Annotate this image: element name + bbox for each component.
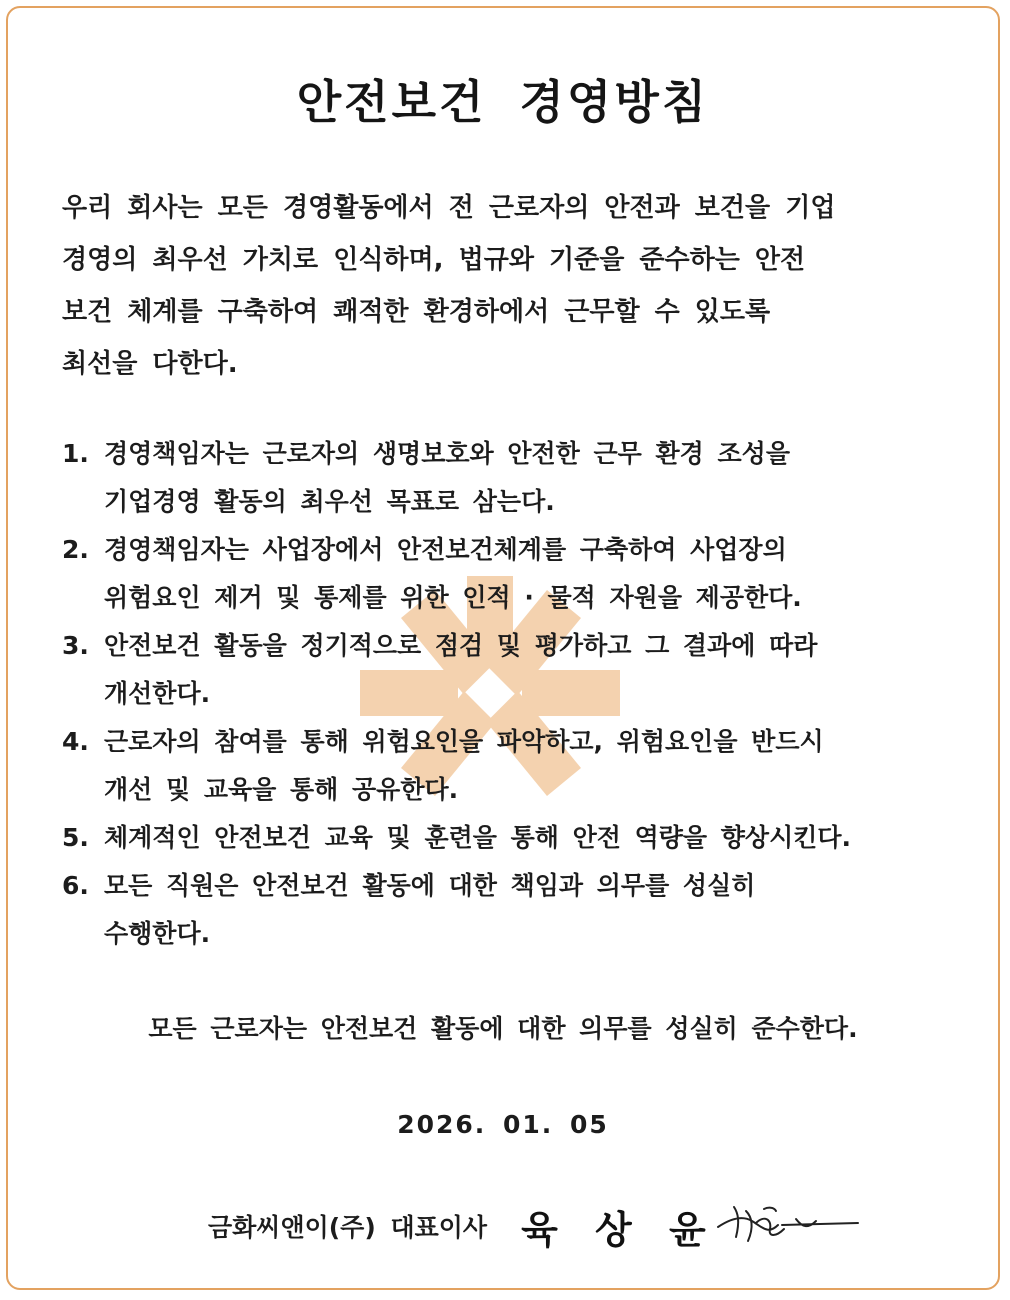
policy-line: 개선한다. xyxy=(104,679,211,708)
intro-line: 경영의 최우선 가치로 인식하며, 법규와 기준을 준수하는 안전 xyxy=(62,245,806,275)
policy-line xyxy=(62,430,952,478)
policy-list xyxy=(62,430,952,958)
policy-text: 경영책임자는 근로자의 생명보호와 안전한 근무 환경 조성을 xyxy=(104,439,790,468)
policy-text: 체계적인 안전보건 교육 및 훈련을 통해 안전 역량을 향상시킨다. xyxy=(104,823,852,852)
policy-number: 6. xyxy=(62,871,89,900)
intro-line: 보건 체계를 구축하여 쾌적한 환경하에서 근무할 수 있도록 xyxy=(62,297,771,327)
policy-number: 1. xyxy=(62,439,89,468)
closing-statement: 모든 근로자는 안전보건 활동에 대한 의무를 성실히 준수한다. xyxy=(148,1014,858,1043)
intro-line: 최선을 다한다. xyxy=(62,349,238,379)
policy-line xyxy=(62,862,952,910)
policy-text: 경영책임자는 사업장에서 안전보건체계를 구축하여 사업장의 xyxy=(104,535,787,564)
policy-item xyxy=(62,814,952,862)
handwritten-signature xyxy=(712,1201,862,1251)
company-title: 금화씨앤이(주) 대표이사 xyxy=(208,1213,488,1242)
policy-number: 5. xyxy=(62,823,89,852)
policy-line: 개선 및 교육을 통해 공유한다. xyxy=(104,775,459,804)
policy-text: 안전보건 활동을 정기적으로 점검 및 평가하고 그 결과에 따라 xyxy=(104,631,818,660)
representative-name: 육 상 윤 xyxy=(521,1207,718,1252)
policy-text: 근로자의 참여를 통해 위험요인을 파악하고, 위험요인을 반드시 xyxy=(104,727,824,756)
signature-block xyxy=(208,1196,862,1256)
intro-paragraph xyxy=(62,182,942,390)
policy-text: 모든 직원은 안전보건 활동에 대한 책임과 의무를 성실히 xyxy=(104,871,756,900)
policy-item xyxy=(62,526,952,622)
policy-line xyxy=(62,718,952,766)
policy-number: 2. xyxy=(62,535,89,564)
document-frame xyxy=(6,6,1000,1290)
policy-item xyxy=(62,622,952,718)
policy-line: 기업경영 활동의 최우선 목표로 삼는다. xyxy=(104,487,555,516)
document-date: 2026. 01. 05 xyxy=(397,1110,609,1139)
policy-number: 4. xyxy=(62,727,89,756)
intro-line: 우리 회사는 모든 경영활동에서 전 근로자의 안전과 보건을 기업 xyxy=(62,193,836,223)
policy-item xyxy=(62,862,952,958)
page-title: 안전보건 경영방침 xyxy=(296,75,710,129)
policy-line: 수행한다. xyxy=(104,919,211,948)
policy-item xyxy=(62,718,952,814)
policy-item xyxy=(62,430,952,526)
policy-line: 위험요인 제거 및 통제를 위한 인적 · 물적 자원을 제공한다. xyxy=(104,583,802,612)
policy-number: 3. xyxy=(62,631,89,660)
policy-line xyxy=(62,622,952,670)
policy-line xyxy=(62,526,952,574)
policy-line xyxy=(62,814,952,862)
